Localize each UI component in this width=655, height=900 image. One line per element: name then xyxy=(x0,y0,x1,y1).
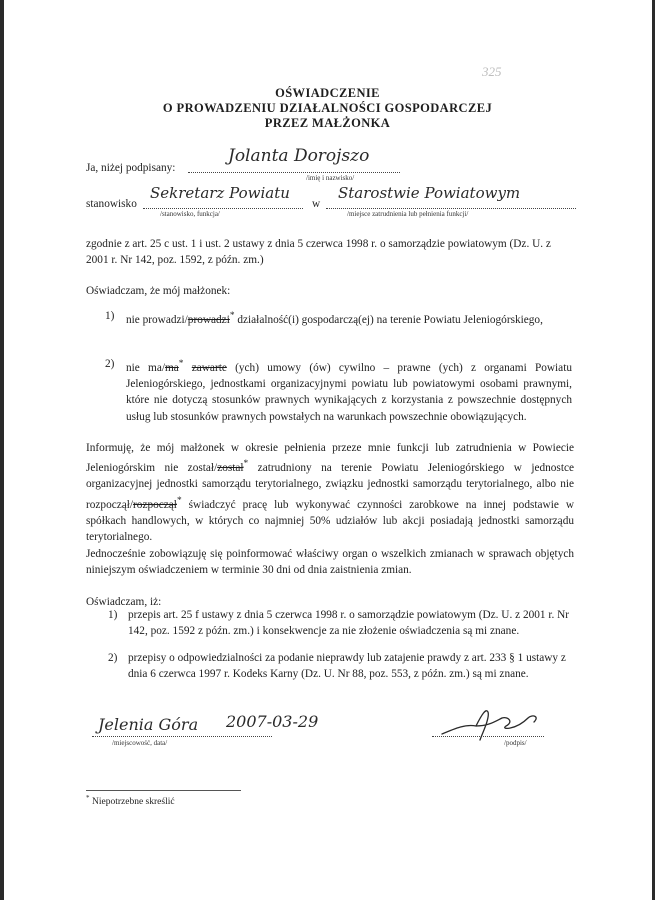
signer-label: Ja, niżej podpisany: xyxy=(86,162,176,174)
workplace-handwritten: Starostwie Powiatowym xyxy=(338,184,521,202)
position-handwritten: Sekretarz Powiatu xyxy=(150,184,290,202)
item-1-text: nie prowadzi/prowadzi* działalność(i) gospodarczą(ej) na terenie Powiatu Jeleniogórskiego, xyxy=(126,311,543,326)
known-1-text: przepis art. 25 f ustawy z dnia 5 czerwca 1998 r. o samorządzie powiatowym (Dz. U. z 2001 r. Nr 142, poz. 1592 z późn. zm.) i konsekwencje za nie złożenie oświadczenia są mi znane. xyxy=(128,609,570,638)
item-1-number: 1) xyxy=(105,310,115,322)
known-2-number: 2) xyxy=(108,652,118,664)
scan-edge-left xyxy=(0,0,4,900)
heading-line-3: PRZEZ MAŁŻONKA xyxy=(264,116,391,130)
footnote-rule xyxy=(86,790,241,791)
name-dotted-line xyxy=(188,171,400,173)
signer-name-handwritten: Jolanta Dorojszo xyxy=(228,146,370,166)
place-handwritten: Jelenia Góra xyxy=(98,715,199,734)
item-2-text: nie ma/ma* zawarte (ych) umowy (ów) cywilno – prawne (ych) z organami Powiatu Jeleniogórskiego, jednostkami organizacyjnymi powiatu lub powiatowymi osobami prawnymi, które nie dotyczą stosunków prawnych wynikających z korzystania z powszechnie dostępnych usług lub stosunków prawnych powstałych na warunkach powszechnie obowiązujących. xyxy=(126,359,572,423)
heading-line-2: O PROWADZENIU DZIAŁALNOŚCI GOSPODARCZEJ xyxy=(162,101,493,115)
declaration-intro: Oświadczam, że mój małżonek: xyxy=(86,285,231,297)
position-caption: /stanowisko, funkcja/ xyxy=(160,210,220,218)
known-2-text: przepisy o odpowiedzialności za podanie nieprawdy lub zatajenie prawdy z art. 233 § 1 ustawy z dnia 6 czerwca 1997 r. Kodeks Karny (Dz. U. Nr 88, poz. 553, z późn. zm.) są mi znane. xyxy=(128,652,566,681)
registration-number: 325 xyxy=(482,64,502,79)
workplace-caption: /miejsce zatrudnienia lub pełnienia funkcji/ xyxy=(347,210,469,218)
position-dotted-line xyxy=(143,207,303,209)
legal-basis: zgodnie z art. 25 c ust. 1 i ust. 2 ustawy z dnia 5 czerwca 1998 r. o samorządzie powiatowym (Dz. U. z 2001 r. Nr 142, poz. 1592, z późn. zm.) xyxy=(86,238,551,267)
known-1-number: 1) xyxy=(108,609,118,621)
position-label: stanowisko xyxy=(86,198,137,210)
heading-line-1: OŚWIADCZENIE xyxy=(275,86,380,100)
name-caption: /imię i nazwisko/ xyxy=(306,174,355,182)
date-handwritten: 2007-03-29 xyxy=(226,712,319,731)
obligation-paragraph: Jednocześnie zobowiązuję się poinformować właściwy organ o wszelkich zmianach w sprawach objętych niniejszym oświadczeniem w terminie 30 dni od dnia zaistnienia zmian. xyxy=(86,548,574,577)
workplace-dotted-line xyxy=(326,207,576,209)
signature-caption: /podpis/ xyxy=(504,739,527,747)
footnote-star: * xyxy=(86,794,90,802)
inform-paragraph: Informuję, że mój małżonek w okresie pełnienia przeze mnie funkcji lub zatrudnienia w Powiecie Jeleniogórskim nie został/został* zatrudniony na terenie Powiatu Jeleniogórskiego w jednostce organizacyjnej jednostki samorządu terytorialnego, związku jednostki samorządu terytorialnego, albo nie rozpoczął/rozpoczął* świadczyć pracę lub wykonywać czynności zarobkowe na innej podstawie w spółkach handlowych, w których co najmniej 50% udziałów lub akcji posiadają jednostki samorządu terytorialnego. xyxy=(86,442,574,544)
in-word: w xyxy=(312,198,321,210)
place-date-caption: /miejscowość, data/ xyxy=(112,739,168,747)
place-date-dotted-line xyxy=(92,735,272,737)
item-2-number: 2) xyxy=(105,358,115,370)
known-intro: Oświadczam, iż: xyxy=(86,596,162,608)
handwritten-signature xyxy=(436,704,546,744)
footnote-text: Niepotrzebne skreślić xyxy=(92,797,175,807)
